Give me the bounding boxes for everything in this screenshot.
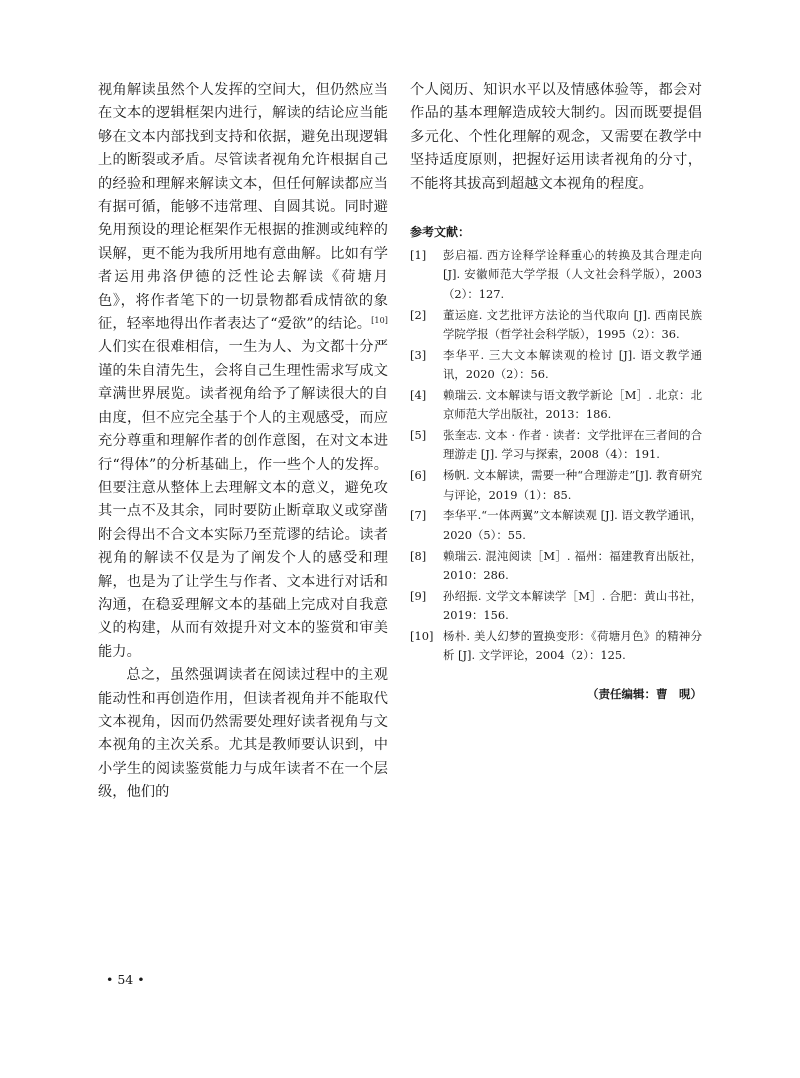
editor-credit: （责任编辑：曹 晛） — [587, 686, 702, 701]
body-paragraph-1 — [98, 79, 388, 664]
references-list — [410, 246, 702, 666]
reference-text: 李华平. 三大文本解读观的检讨 [J]. 语文教学通讯，2020（2）：56. — [443, 347, 702, 381]
references-heading: 参考文献： — [410, 225, 471, 240]
reference-number: [6] — [410, 468, 427, 483]
reference-number: [9] — [410, 588, 427, 603]
reference-text: 杨帆. 文本解读，需要一种“合理游走”[J]. 教育研究与评论，2019（1）：85. — [443, 468, 702, 502]
reference-item — [410, 627, 702, 666]
right-column — [410, 79, 702, 702]
reference-number: [7] — [410, 508, 427, 523]
reference-item — [410, 306, 702, 345]
reference-text: 赖瑞云. 文本解读与语文教学新论［M］. 北京：北京师范大学出版社，2013：186. — [443, 387, 702, 422]
reference-text: 李华平.“一体两翼”文本解读观 [J]. 语文教学通讯，2020（5）：55. — [443, 508, 702, 542]
reference-number: [10] — [410, 629, 434, 644]
body-paragraph-3: 个人阅历、知识水平以及情感体验等，都会对作品的基本理解造成较大制约。因而既要提倡多元化、个性化理解的观念，又需要在教学中坚持适度原则，把握好运用读者视角的分寸，不能将其拔高到超越文本视角的程度。 — [410, 82, 702, 192]
reference-item — [410, 547, 702, 586]
body-paragraph-2: 总之，虽然强调读者在阅读过程中的主观能动性和再创造作用，但读者视角并不能取代文本视角，因而仍然需要处理好读者视角与文本视角的主次关系。尤其是教师要认识到，中小学生的阅读鉴赏能力与成年读者不在一个层级，他们的 — [98, 667, 388, 801]
reference-number: [1] — [410, 248, 427, 263]
reference-text: 孙绍振. 文学文本解读学［M］. 合肥：黄山书社，2019：156. — [443, 588, 702, 623]
reference-item — [410, 246, 702, 304]
reference-number: [4] — [410, 387, 427, 402]
reference-number: [2] — [410, 307, 427, 322]
reference-number: [5] — [410, 428, 427, 443]
reference-text: 杨朴. 美人幻梦的置换变形：《荷塘月色》的精神分析 [J]. 文学评论，2004（2）：125. — [443, 629, 702, 663]
reference-text: 彭启福. 西方诠释学诠释重心的转换及其合理走向[J]. 安徽师范大学学报（人文社会科学版），2003（2）：127. — [443, 248, 702, 301]
reference-item — [410, 506, 702, 545]
left-column — [98, 79, 388, 805]
reference-item — [410, 466, 702, 505]
citation-superscript: [10] — [371, 316, 388, 326]
paragraph-text: 视角解读虽然个人发挥的空间大，但仍然应当在文本的逻辑框架内进行，解读的结论应当能够在文本内部找到支持和依据，避免出现逻辑上的断裂或矛盾。尽管读者视角允许根据自己的经验和理解来解读文本，但任何解读都应当有据可循，能够不违常理、自圆其说。同时避免用预设的理论框架作无根据的推测或纯粹的误解，更不能为我所用地有意曲解。比如有学者运用弗洛伊德的泛性论去解读《荷塘月色》，将作者笔下的一切景物都看成情欲的象征，轻率地得出作者表达了“爱欲”的结论。 — [98, 82, 388, 333]
page-number: • 54 • — [106, 972, 145, 987]
reference-item — [410, 426, 702, 465]
reference-text: 董运庭. 文艺批评方法论的当代取向 [J]. 西南民族学院学报（哲学社会科学版），1995（2）：36. — [443, 307, 702, 341]
reference-text: 张奎志. 文本 · 作者 · 读者：文学批评在三者间的合理游走 [J]. 学习与探索，2008（4）：191. — [443, 428, 702, 462]
reference-number: [3] — [410, 347, 427, 362]
reference-item — [410, 587, 702, 626]
reference-text: 赖瑞云. 混沌阅读［M］. 福州：福建教育出版社，2010：286. — [443, 548, 702, 582]
reference-item — [410, 386, 702, 425]
reference-number: [8] — [410, 548, 427, 563]
reference-item — [410, 346, 702, 385]
paragraph-text: 人们实在很难相信，一生为人、为文都十分严谨的朱自清先生，会将自己生理性需求写成文章满世界展览。读者视角给予了解读很大的自由度，但不应完全基于个人的主观感受，而应充分尊重和理解作者的创作意图，在对文本进行“得体”的分析基础上，作一些个人的发挥。但要注意从整体上去理解文本的意义，避免攻其一点不及其余，同时要防止断章取义或穿凿附会得出不合文本实际乃至荒谬的结论。读者视角的解读不仅是为了阐发个人的感受和理解，也是为了让学生与作者、文本进行对话和沟通，在稳妥理解文本的基础上完成对自我意义的构建，从而有效提升对文本的鉴赏和审美能力。 — [98, 339, 388, 660]
